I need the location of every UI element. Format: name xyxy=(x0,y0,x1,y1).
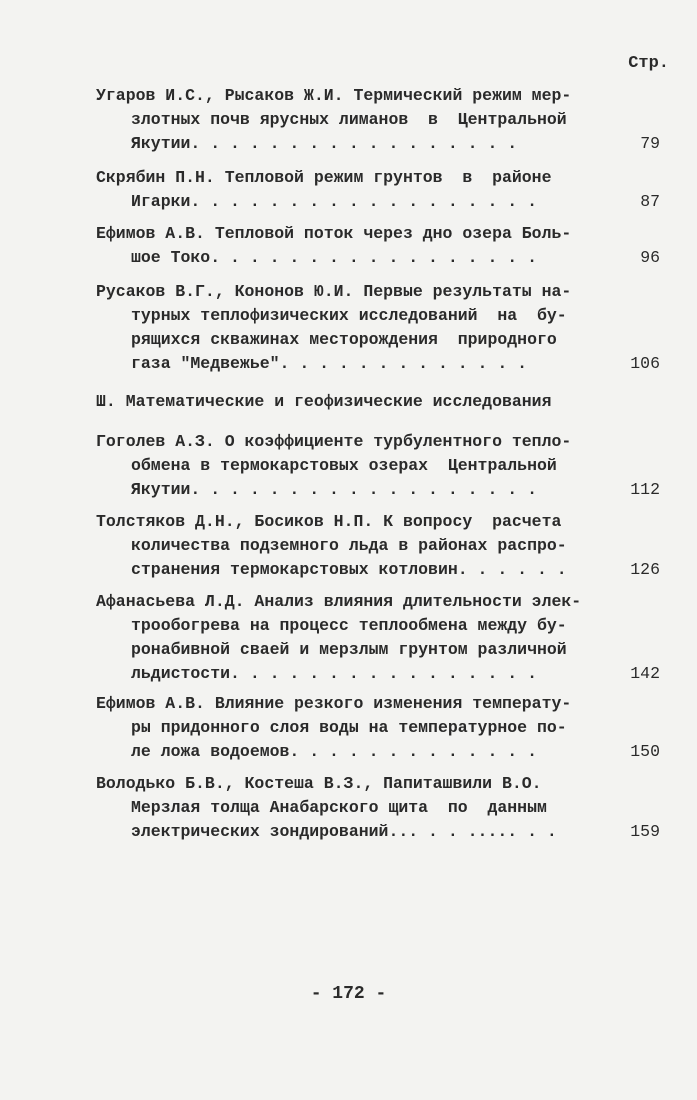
entry-line: Якутии. . . . . . . . . . . . . . . . . . xyxy=(131,480,537,499)
entry-line: Угаров И.С., Рысаков Ж.И. Термический режим мер- xyxy=(96,86,572,105)
entry-line: Ефимов А.В. Влияние резкого изменения температу- xyxy=(96,694,572,713)
entry-line: странения термокарстовых котловин. . . . . . xyxy=(131,560,567,579)
toc-entry xyxy=(96,280,670,376)
entry-page-number: 142 xyxy=(630,664,660,683)
entry-line: Мерзлая толща Анабарского щита по данным xyxy=(131,798,547,817)
toc-entry xyxy=(96,510,670,582)
entry-line: обмена в термокарстовых озерах Центральной xyxy=(131,456,557,475)
entry-page-number: 126 xyxy=(630,560,660,579)
entry-page-number: 106 xyxy=(630,354,660,373)
entry-line: Якутии. . . . . . . . . . . . . . . . . xyxy=(131,134,518,153)
entry-line: злотных почв ярусных лиманов в Центральной xyxy=(131,110,567,129)
entry-page-number: 112 xyxy=(630,480,660,499)
entry-line: ры придонного слоя воды на температурное по- xyxy=(131,718,567,737)
section-heading: Ш. Математические и геофизические исследования xyxy=(96,392,552,411)
entry-last-line xyxy=(96,558,670,582)
entry-line: ле ложа водоемов. . . . . . . . . . . . . xyxy=(131,742,537,761)
entry-page-number: 159 xyxy=(630,822,660,841)
entry-page-number: 150 xyxy=(630,742,660,761)
entry-page-number: 96 xyxy=(640,248,660,267)
entry-last-line xyxy=(96,820,670,844)
toc-entry xyxy=(96,590,670,686)
entry-line: Игарки. . . . . . . . . . . . . . . . . . xyxy=(131,192,537,211)
entry-page-number: 79 xyxy=(640,134,660,153)
toc-entry xyxy=(96,222,670,270)
entry-last-line xyxy=(96,246,670,270)
entry-last-line xyxy=(96,662,670,686)
entry-line: Русаков В.Г., Кононов Ю.И. Первые результаты на- xyxy=(96,282,572,301)
entry-line: электрических зондирований... . . ..... . . xyxy=(131,822,557,841)
entry-line: Толстяков Д.Н., Босиков Н.П. К вопросу расчета xyxy=(96,512,562,531)
page-number-footer: - 172 - xyxy=(310,984,387,1004)
entry-line: рящихся скважинах месторождения природного xyxy=(131,330,557,349)
page-column-label: Стр. xyxy=(628,54,669,73)
entry-page-number: 87 xyxy=(640,192,660,211)
entry-line: шое Токо. . . . . . . . . . . . . . . . . xyxy=(131,248,537,267)
entry-line: Гоголев А.З. О коэффициенте турбулентного тепло- xyxy=(96,432,572,451)
entry-last-line xyxy=(96,478,670,502)
entry-line: Ефимов А.В. Тепловой поток через дно озера Боль- xyxy=(96,224,572,243)
entry-line: Володько Б.В., Костеша В.З., Папиташвили В.О. xyxy=(96,774,542,793)
entry-line: Скрябин П.Н. Тепловой режим грунтов в районе xyxy=(96,168,552,187)
toc-entry xyxy=(96,430,670,502)
toc-entry xyxy=(96,84,670,156)
entry-last-line xyxy=(96,352,670,376)
toc-entry xyxy=(96,772,670,844)
entry-line: ронабивной сваей и мерзлым грунтом различной xyxy=(131,640,567,659)
entry-line: количества подземного льда в районах распро- xyxy=(131,536,567,555)
toc-entry xyxy=(96,692,670,764)
entry-line: газа "Медвежье". . . . . . . . . . . . . xyxy=(131,354,528,373)
entry-line: льдистости. . . . . . . . . . . . . . . . xyxy=(131,664,537,683)
entry-last-line xyxy=(96,132,670,156)
entry-line: Афанасьева Л.Д. Анализ влияния длительности элек- xyxy=(96,592,582,611)
entry-line: турных теплофизических исследований на бу- xyxy=(131,306,567,325)
entry-last-line xyxy=(96,740,670,764)
entry-last-line xyxy=(96,190,670,214)
toc-entry xyxy=(96,166,670,214)
entry-line: трообогрева на процесс теплообмена между бу- xyxy=(131,616,567,635)
